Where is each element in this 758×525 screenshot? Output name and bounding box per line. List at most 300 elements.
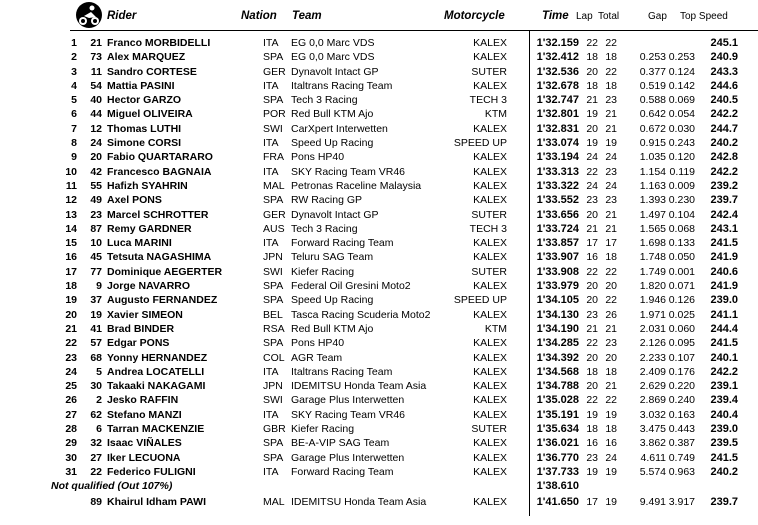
team-name-cell: Dynavolt Intact GP	[291, 208, 379, 221]
team-name-cell: Italtrans Racing Team	[291, 79, 393, 92]
nation-cell: ITA	[263, 237, 279, 250]
best-lap-cell: 16	[586, 437, 598, 450]
gap-to-first-cell: 1.946	[639, 294, 666, 307]
position-cell: 7	[71, 122, 77, 135]
best-lap-cell: 20	[586, 280, 598, 293]
best-time-cell: 1'33.724	[536, 222, 579, 235]
position-cell: 19	[65, 294, 77, 307]
position-cell: 8	[71, 137, 77, 150]
rider-name-cell: Tetsuta NAGASHIMA	[107, 251, 212, 264]
position-cell: 10	[65, 165, 77, 178]
gap-to-first-cell: 1.393	[639, 194, 666, 207]
gap-to-previous-cell: 0.133	[668, 237, 695, 250]
top-speed-cell: 245.1	[710, 37, 738, 49]
table-row	[0, 465, 758, 479]
rider-number-cell: 19	[90, 308, 102, 321]
nation-cell: JPN	[263, 380, 283, 393]
motorcycle-cell: TECH 3	[469, 94, 507, 107]
gap-to-first-cell: 3.475	[639, 423, 666, 436]
rider-number-cell: 49	[90, 194, 102, 207]
total-laps-cell: 18	[605, 79, 617, 92]
motorcycle-cell: KALEX	[473, 337, 507, 350]
rider-name-cell: Tarran MACKENZIE	[107, 423, 205, 436]
best-lap-cell: 18	[586, 365, 598, 378]
rider-name-cell: Axel PONS	[107, 194, 162, 207]
total-laps-cell: 16	[605, 437, 617, 450]
nation-cell: ITA	[263, 79, 279, 92]
team-name-cell: SKY Racing Team VR46	[291, 408, 406, 421]
best-lap-cell: 17	[586, 495, 598, 508]
col-total-header: Total	[598, 11, 620, 22]
rider-number-cell: 57	[90, 337, 102, 350]
gap-to-previous-cell: 0.071	[668, 280, 695, 293]
position-cell: 14	[65, 222, 77, 235]
table-row	[0, 408, 758, 422]
motorcycle-cell: KALEX	[473, 251, 507, 264]
best-time-cell: 1'36.770	[536, 451, 579, 464]
team-name-cell: Forward Racing Team	[291, 237, 394, 250]
gap-to-first-cell: 1.749	[639, 265, 666, 278]
motorcycle-cell: KALEX	[473, 79, 507, 92]
top-speed-cell: 244.4	[710, 322, 738, 335]
team-name-cell: Speed Up Racing	[291, 137, 374, 150]
team-name-cell: CarXpert Interwetten	[291, 122, 388, 135]
best-time-cell: 1'35.028	[536, 394, 579, 407]
best-lap-cell: 16	[586, 251, 598, 264]
nation-cell: RSA	[263, 322, 285, 335]
gap-to-first-cell: 0.588	[639, 94, 666, 107]
best-lap-cell: 24	[586, 179, 598, 192]
position-cell: 13	[65, 208, 77, 221]
top-speed-cell: 242.2	[710, 108, 738, 121]
gap-to-previous-cell: 0.253	[668, 51, 695, 64]
gap-to-first-cell: 1.971	[639, 308, 666, 321]
motorcycle-cell: TECH 3	[469, 222, 507, 235]
table-row	[0, 107, 758, 121]
motorcycle-cell: KALEX	[473, 451, 507, 464]
table-row	[0, 436, 758, 450]
best-time-cell: 1'32.747	[536, 94, 579, 107]
table-row	[0, 422, 758, 436]
table-row	[0, 250, 758, 264]
total-laps-cell: 18	[605, 51, 617, 64]
motorcycle-cell: KALEX	[473, 51, 507, 64]
motorcycle-cell: KALEX	[473, 408, 507, 421]
best-lap-cell: 19	[586, 108, 598, 121]
gap-to-first-cell: 0.377	[639, 65, 666, 78]
table-row	[0, 208, 758, 222]
total-laps-cell: 19	[605, 137, 617, 150]
motorcycle-cell: KALEX	[473, 351, 507, 364]
gap-to-first-cell: 0.253	[639, 51, 666, 64]
gap-to-first-cell: 1.748	[639, 251, 666, 264]
gap-to-previous-cell: 0.387	[668, 437, 695, 450]
motorcycle-cell: KALEX	[473, 308, 507, 321]
not-qualified-row	[0, 479, 758, 493]
best-time-cell: 1'34.285	[536, 337, 579, 350]
best-lap-cell: 19	[586, 137, 598, 150]
table-row	[0, 322, 758, 336]
motorcycle-cell: KALEX	[473, 394, 507, 407]
team-name-cell: Italtrans Racing Team	[291, 365, 393, 378]
team-name-cell: IDEMITSU Honda Team Asia	[291, 495, 427, 508]
best-lap-cell: 18	[586, 79, 598, 92]
team-name-cell: Speed Up Racing	[291, 294, 374, 307]
nation-cell: SPA	[263, 294, 284, 307]
rider-number-cell: 9	[96, 280, 102, 293]
top-speed-cell: 239.2	[710, 179, 738, 192]
nation-cell: ITA	[263, 37, 279, 49]
best-time-cell: 1'33.656	[536, 208, 579, 221]
rider-name-cell: Iker LECUONA	[107, 451, 181, 464]
results-header	[0, 0, 758, 30]
top-speed-cell: 239.7	[710, 194, 738, 207]
gap-to-first-cell: 0.642	[639, 108, 666, 121]
gap-to-previous-cell: 0.025	[668, 308, 695, 321]
best-lap-cell: 18	[586, 423, 598, 436]
table-row	[0, 222, 758, 236]
best-time-cell: 1'34.130	[536, 308, 579, 321]
motorcycle-cell: SUTER	[471, 208, 507, 221]
best-lap-cell: 23	[586, 194, 598, 207]
gap-to-previous-cell: 0.163	[668, 408, 695, 421]
rider-name-cell: Hector GARZO	[107, 94, 182, 107]
total-laps-cell: 23	[605, 337, 617, 350]
col-lap-header: Lap	[576, 11, 593, 22]
best-lap-cell: 20	[586, 294, 598, 307]
best-time-cell: 1'32.412	[536, 51, 579, 64]
top-speed-cell: 244.7	[710, 122, 738, 135]
team-name-cell: BE-A-VIP SAG Team	[291, 437, 390, 450]
not-qualified-label: Not qualified (Out 107%)	[51, 480, 173, 493]
best-time-cell: 1'32.678	[536, 79, 579, 92]
table-row	[0, 365, 758, 379]
best-time-cell: 1'37.733	[536, 465, 579, 478]
rider-name-cell: Miguel OLIVEIRA	[107, 108, 193, 121]
team-name-cell: Tech 3 Racing	[291, 94, 358, 107]
position-cell: 16	[65, 251, 77, 264]
rider-number-cell: 24	[90, 137, 102, 150]
table-row	[0, 308, 758, 322]
rider-number-cell: 23	[90, 208, 102, 221]
team-name-cell: Tech 3 Racing	[291, 222, 358, 235]
gap-to-previous-cell: 0.054	[668, 108, 695, 121]
gap-to-previous-cell: 0.176	[668, 365, 695, 378]
rider-number-cell: 37	[90, 294, 102, 307]
gap-to-previous-cell: 0.107	[668, 351, 695, 364]
motorcycle-cell: KALEX	[473, 179, 507, 192]
nation-cell: ITA	[263, 465, 279, 478]
gap-to-previous-cell: 0.009	[668, 179, 695, 192]
col-nation-header: Nation	[241, 10, 277, 22]
nation-cell: SPA	[263, 337, 284, 350]
qualifying-cutoff-time: 1'38.610	[536, 480, 579, 493]
best-lap-cell: 23	[586, 308, 598, 321]
nation-cell: FRA	[263, 151, 284, 164]
rider-number-cell: 5	[96, 365, 102, 378]
gap-to-first-cell: 2.869	[639, 394, 666, 407]
best-lap-cell: 18	[586, 51, 598, 64]
motorcycle-cell: KALEX	[473, 151, 507, 164]
total-laps-cell: 23	[605, 165, 617, 178]
top-speed-cell: 241.9	[710, 280, 738, 293]
motorcycle-cell: KALEX	[473, 365, 507, 378]
team-name-cell: Garage Plus Interwetten	[291, 451, 405, 464]
top-speed-cell: 242.8	[710, 151, 738, 164]
rider-number-cell: 27	[90, 451, 102, 464]
nation-cell: SPA	[263, 51, 284, 64]
gap-to-previous-cell: 0.060	[668, 322, 695, 335]
col-time-header: Time	[542, 10, 569, 22]
best-lap-cell: 19	[586, 465, 598, 478]
team-name-cell: Teluru SAG Team	[291, 251, 374, 264]
gap-to-previous-cell: 0.963	[668, 465, 695, 478]
position-cell: 20	[65, 308, 77, 321]
rider-name-cell: Xavier SIMEON	[107, 308, 183, 321]
total-laps-cell: 24	[605, 151, 617, 164]
top-speed-cell: 239.7	[710, 495, 738, 508]
gap-to-first-cell: 4.611	[640, 451, 666, 464]
rider-number-cell: 42	[90, 165, 102, 178]
best-time-cell: 1'33.313	[536, 165, 579, 178]
position-cell: 5	[71, 94, 77, 107]
rider-number-cell: 55	[90, 179, 102, 192]
top-speed-cell: 241.5	[710, 451, 738, 464]
top-speed-cell: 241.5	[710, 237, 738, 250]
gap-to-previous-cell: 0.069	[668, 94, 695, 107]
top-speed-cell: 241.5	[710, 337, 738, 350]
position-cell: 2	[71, 51, 77, 64]
nation-cell: SWI	[263, 394, 283, 407]
motorcycle-cell: SUTER	[471, 423, 507, 436]
gap-to-previous-cell: 0.126	[668, 294, 695, 307]
total-laps-cell: 21	[605, 322, 617, 335]
team-name-cell: Red Bull KTM Ajo	[291, 322, 374, 335]
gap-to-first-cell: 1.154	[639, 165, 666, 178]
best-time-cell: 1'33.322	[536, 179, 579, 192]
total-laps-cell: 22	[605, 265, 617, 278]
rider-name-cell: Takaaki NAKAGAMI	[107, 380, 206, 393]
best-lap-cell: 19	[586, 408, 598, 421]
rider-name-cell: Mattia PASINI	[107, 79, 175, 92]
rider-name-cell: Hafizh SYAHRIN	[107, 179, 188, 192]
position-cell: 6	[71, 108, 77, 121]
total-laps-cell: 21	[605, 122, 617, 135]
nation-cell: GER	[263, 65, 286, 78]
position-cell: 24	[65, 365, 77, 378]
rider-number-cell: 6	[96, 423, 102, 436]
table-row	[0, 79, 758, 93]
gap-to-previous-cell: 0.050	[668, 251, 695, 264]
team-name-cell: Dynavolt Intact GP	[291, 65, 379, 78]
position-cell: 4	[71, 79, 77, 92]
position-cell: 28	[65, 423, 77, 436]
table-row	[0, 393, 758, 407]
total-laps-cell: 23	[605, 94, 617, 107]
gap-to-first-cell: 1.163	[639, 179, 666, 192]
team-name-cell: Pons HP40	[291, 151, 345, 164]
table-row	[0, 495, 758, 509]
position-cell: 27	[65, 408, 77, 421]
rider-number-cell: 32	[90, 437, 102, 450]
top-speed-cell: 242.2	[710, 165, 738, 178]
rider-name-cell: Augusto FERNANDEZ	[107, 294, 218, 307]
table-row	[0, 150, 758, 164]
rider-name-cell: Remy GARDNER	[107, 222, 192, 235]
best-lap-cell: 22	[586, 337, 598, 350]
total-laps-cell: 22	[605, 37, 617, 49]
gap-to-first-cell: 2.629	[639, 380, 666, 393]
gap-to-previous-cell: 0.243	[668, 137, 695, 150]
team-name-cell: SKY Racing Team VR46	[291, 165, 406, 178]
rider-number-cell: 41	[90, 322, 102, 335]
header-divider	[70, 30, 758, 31]
table-row	[0, 265, 758, 279]
rider-number-cell: 10	[90, 237, 102, 250]
total-laps-cell: 24	[605, 179, 617, 192]
best-time-cell: 1'32.536	[536, 65, 579, 78]
best-time-cell: 1'33.552	[536, 194, 579, 207]
position-cell: 15	[65, 237, 77, 250]
total-laps-cell: 21	[605, 108, 617, 121]
table-row	[0, 236, 758, 250]
rider-name-cell: Jesko RAFFIN	[107, 394, 179, 407]
total-laps-cell: 22	[605, 294, 617, 307]
motorcycle-rider-icon	[74, 0, 104, 30]
best-lap-cell: 20	[586, 208, 598, 221]
gap-to-first-cell: 1.698	[639, 237, 666, 250]
table-row	[0, 336, 758, 350]
nation-cell: GER	[263, 208, 286, 221]
best-time-cell: 1'36.021	[536, 437, 579, 450]
table-row	[0, 50, 758, 64]
nation-cell: JPN	[263, 251, 283, 264]
best-time-cell: 1'32.801	[536, 108, 579, 121]
nation-cell: SPA	[263, 280, 284, 293]
best-time-cell: 1'33.857	[536, 237, 579, 250]
gap-to-first-cell: 2.031	[639, 322, 666, 335]
nation-cell: ITA	[263, 408, 279, 421]
motorcycle-cell: KALEX	[473, 194, 507, 207]
best-time-cell: 1'35.191	[536, 408, 579, 421]
nation-cell: SWI	[263, 122, 283, 135]
col-motorcycle-header: Motorcycle	[444, 10, 505, 22]
best-lap-cell: 21	[586, 94, 598, 107]
rider-name-cell: Edgar PONS	[107, 337, 170, 350]
best-time-cell: 1'33.194	[536, 151, 579, 164]
motorcycle-cell: KALEX	[473, 465, 507, 478]
total-laps-cell: 24	[605, 451, 617, 464]
rider-name-cell: Simone CORSI	[107, 137, 182, 150]
table-row	[0, 36, 758, 50]
gap-to-previous-cell: 0.220	[668, 380, 695, 393]
gap-to-previous-cell: 0.749	[668, 451, 695, 464]
gap-to-previous-cell: 0.119	[669, 165, 695, 178]
top-speed-cell: 243.1	[710, 222, 738, 235]
total-laps-cell: 20	[605, 280, 617, 293]
gap-to-previous-cell: 0.030	[668, 122, 695, 135]
table-row	[0, 136, 758, 150]
rider-number-cell: 89	[90, 495, 102, 508]
position-cell: 21	[65, 322, 77, 335]
rider-number-cell: 21	[90, 37, 102, 49]
gap-to-previous-cell: 0.443	[668, 423, 695, 436]
top-speed-cell: 239.0	[710, 423, 738, 436]
gap-to-previous-cell: 0.120	[668, 151, 695, 164]
gap-to-first-cell: 0.672	[639, 122, 666, 135]
gap-to-first-cell: 3.862	[639, 437, 666, 450]
total-laps-cell: 19	[605, 495, 617, 508]
position-cell: 11	[65, 179, 77, 192]
rider-name-cell: Dominique AEGERTER	[107, 265, 223, 278]
position-cell: 22	[65, 337, 77, 350]
top-speed-cell: 240.4	[710, 408, 738, 421]
total-laps-cell: 18	[605, 365, 617, 378]
gap-to-first-cell: 1.565	[639, 222, 666, 235]
best-time-cell: 1'33.908	[536, 265, 579, 278]
best-time-cell: 1'34.392	[536, 351, 579, 364]
total-laps-cell: 19	[605, 465, 617, 478]
gap-to-first-cell: 5.574	[639, 465, 666, 478]
position-cell: 12	[65, 194, 77, 207]
team-name-cell: Petronas Raceline Malaysia	[291, 179, 422, 192]
best-lap-cell: 22	[586, 394, 598, 407]
best-lap-cell: 23	[586, 451, 598, 464]
col-team-header: Team	[292, 10, 322, 22]
top-speed-cell: 242.2	[710, 365, 738, 378]
position-cell: 23	[65, 351, 77, 364]
total-laps-cell: 19	[605, 408, 617, 421]
team-name-cell: EG 0,0 Marc VDS	[291, 51, 375, 64]
rider-number-cell: 22	[90, 465, 102, 478]
rider-number-cell: 77	[90, 265, 102, 278]
rider-name-cell: Marcel SCHROTTER	[107, 208, 209, 221]
team-name-cell: EG 0,0 Marc VDS	[291, 37, 375, 49]
motorcycle-cell: KALEX	[473, 37, 507, 49]
total-laps-cell: 22	[605, 65, 617, 78]
nation-cell: ITA	[263, 137, 279, 150]
results-table	[0, 36, 758, 509]
nation-cell: SPA	[263, 451, 284, 464]
rider-name-cell: Stefano MANZI	[107, 408, 182, 421]
best-time-cell: 1'33.979	[536, 280, 579, 293]
rider-number-cell: 2	[96, 394, 102, 407]
total-laps-cell: 22	[605, 394, 617, 407]
best-lap-cell: 21	[586, 222, 598, 235]
rider-number-cell: 87	[90, 222, 102, 235]
motorcycle-cell: KTM	[484, 322, 507, 335]
gap-to-first-cell: 0.915	[639, 137, 666, 150]
table-row	[0, 93, 758, 107]
rider-name-cell: Yonny HERNANDEZ	[107, 351, 208, 364]
gap-to-previous-cell: 0.104	[668, 208, 695, 221]
nation-cell: POR	[263, 108, 286, 121]
best-lap-cell: 20	[586, 351, 598, 364]
motorcycle-cell: SPEED UP	[453, 294, 507, 307]
best-time-cell: 1'41.650	[536, 495, 579, 508]
best-lap-cell: 17	[586, 237, 598, 250]
motorcycle-cell: KALEX	[473, 380, 507, 393]
best-time-cell: 1'32.159	[536, 37, 579, 49]
best-lap-cell: 21	[586, 322, 598, 335]
position-cell: 29	[65, 437, 77, 450]
best-time-cell: 1'34.190	[536, 322, 579, 335]
motorcycle-cell: KALEX	[473, 165, 507, 178]
best-lap-cell: 22	[586, 165, 598, 178]
team-name-cell: RW Racing GP	[291, 194, 362, 207]
gap-to-previous-cell: 0.230	[668, 194, 695, 207]
top-speed-cell: 239.0	[710, 294, 738, 307]
